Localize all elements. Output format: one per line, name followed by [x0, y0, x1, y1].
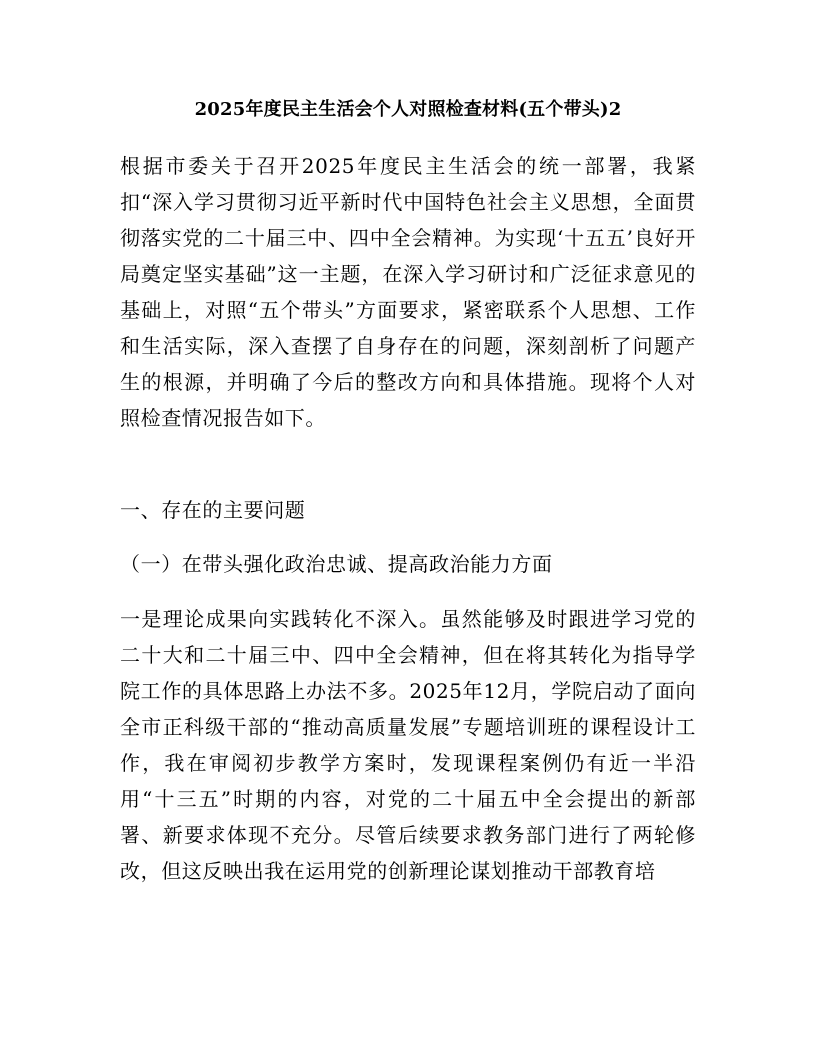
document-title: 2025年度民主生活会个人对照检查材料(五个带头)2: [194, 99, 622, 120]
intro-paragraph: 根据市委关于召开2025年度民主生活会的统一部署，我紧扣“深入学习贯彻习近平新时代中国特色社会主义思想，全面贯彻落实党的二十届三中、四中全会精神。为实现‘十五五’良好开局奠定坚实基础”这一主题，在深入学习研讨和广泛征求意见的基础上，对照“五个带头”方面要求，紧密联系个人思想、工作和生活实际，深入查摆了自身存在的问题，深刻剖析了问题产生的根源，并明确了今后的整改方向和具体措施。现将个人对照检查情况报告如下。: [120, 154, 696, 430]
subsection-heading: （一）在带头强化政治忠诚、提高政治能力方面: [120, 552, 553, 576]
body-paragraph: 一是理论成果向实践转化不深入。虽然能够及时跟进学习党的二十大和二十届三中、四中全会精神，但在将其转化为指导学院工作的具体思路上办法不多。2025年12月，学院启动了面向全市正科级干部的“推动高质量发展”专题培训班的课程设计工作，我在审阅初步教学方案时，发现课程案例仍有近一半沿用“十三五”时期的内容，对党的二十届五中全会提出的新部署、新要求体现不充分。尽管后续要求教务部门进行了两轮修改，但这反映出我在运用党的创新理论谋划推动干部教育培: [120, 607, 696, 883]
section-heading: 一、存在的主要问题: [120, 498, 306, 522]
